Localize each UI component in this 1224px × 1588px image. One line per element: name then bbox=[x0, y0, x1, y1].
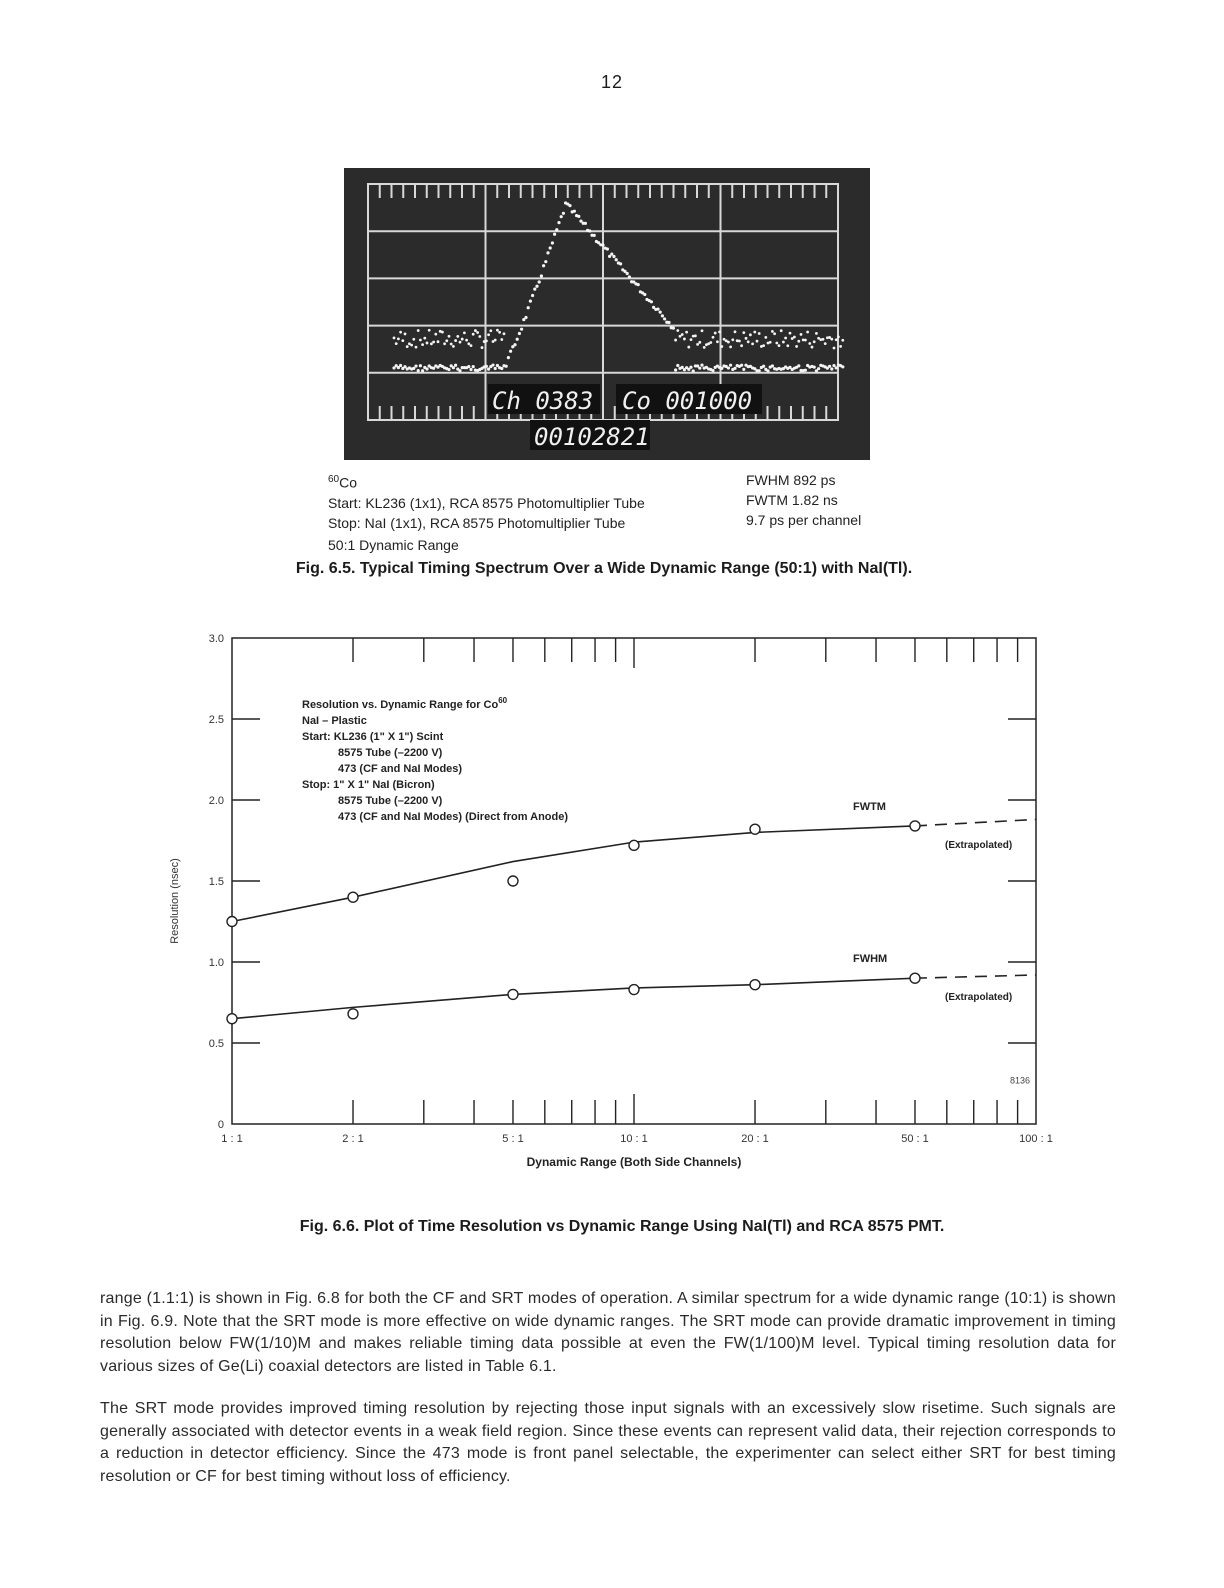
trace-dot bbox=[656, 308, 659, 311]
trace-dot bbox=[762, 365, 765, 368]
trace-dot bbox=[437, 340, 440, 343]
legend-line: 473 (CF and NaI Modes) bbox=[338, 763, 463, 775]
trace-dot bbox=[553, 233, 556, 236]
trace-dot bbox=[615, 258, 618, 261]
trace-dot bbox=[573, 210, 576, 213]
trace-dot bbox=[531, 294, 534, 297]
trace-dot bbox=[830, 367, 833, 370]
paragraph-2: The SRT mode provides improved timing resolution by rejecting those input signals with an excessively slow risetime. Such signals are generally associated with detector events in a weak field region. Since these events can represent valid data, their rejection corresponds to a reduction in detector efficiency. Since the 473 mode is front panel selectable, the experimenter can select either SRT for best timing resolution or CF for best timing without loss of efficiency. bbox=[100, 1400, 1116, 1485]
trace-dot bbox=[830, 338, 833, 341]
series-extrapolated-fwtm bbox=[915, 819, 1036, 825]
trace-dot bbox=[700, 364, 703, 367]
trace-dot bbox=[485, 340, 488, 343]
trace-dot bbox=[720, 345, 723, 348]
trace-dot bbox=[549, 246, 552, 249]
trace-dot bbox=[465, 339, 468, 342]
trace-dot bbox=[672, 327, 675, 330]
figure-code: 8136 bbox=[1009, 1075, 1030, 1086]
trace-dot bbox=[650, 300, 653, 303]
fwtm-value: FWTM 1.82 ns bbox=[746, 492, 838, 508]
trace-dot bbox=[703, 346, 706, 349]
figure-66-caption: Fig. 6.6. Plot of Time Resolution vs Dynamic Range Using NaI(Tl) and RCA 8575 PMT. bbox=[299, 1218, 945, 1235]
trace-dot bbox=[461, 338, 464, 341]
trace-dot bbox=[709, 341, 712, 344]
trace-dot bbox=[800, 333, 803, 336]
trace-dot bbox=[546, 251, 549, 254]
trace-dot bbox=[454, 339, 457, 342]
trace-dot bbox=[771, 364, 774, 367]
trace-dot bbox=[487, 333, 490, 336]
dynamic-range: 50:1 Dynamic Range bbox=[328, 536, 459, 553]
trace-dot bbox=[612, 255, 615, 258]
trace-dot bbox=[841, 365, 844, 368]
y-tick-label: 3.0 bbox=[208, 633, 224, 645]
trace-dot bbox=[472, 333, 475, 336]
x-tick-label: 10 : 1 bbox=[620, 1133, 648, 1145]
display-channel: Ch 0383 bbox=[492, 387, 594, 415]
trace-dot bbox=[742, 331, 745, 334]
trace-dot bbox=[524, 316, 527, 319]
trace-dot bbox=[674, 339, 677, 342]
trace-dot bbox=[718, 331, 721, 334]
oscilloscope-photo bbox=[344, 168, 870, 460]
scope-graticule bbox=[344, 168, 870, 460]
x-tick-label: 5 : 1 bbox=[502, 1133, 524, 1145]
trace-dot bbox=[692, 369, 695, 372]
trace-dot bbox=[494, 367, 497, 370]
trace-dot bbox=[701, 329, 704, 332]
figure-65-results bbox=[746, 470, 861, 530]
trace-dot bbox=[720, 367, 723, 370]
legend-line: Stop: 1" X 1" NaI (Bicron) bbox=[302, 779, 435, 791]
trace-dot bbox=[731, 338, 734, 341]
trace-dot bbox=[533, 288, 536, 291]
data-point-fwtm bbox=[508, 876, 518, 886]
trace-dot bbox=[828, 336, 831, 339]
trace-dot bbox=[663, 317, 666, 320]
trace-dot bbox=[676, 364, 679, 367]
trace-dot bbox=[542, 264, 545, 267]
trace-dot bbox=[577, 215, 580, 218]
trace-dot bbox=[841, 339, 844, 342]
trace-dot bbox=[628, 275, 631, 278]
trace-dot bbox=[804, 339, 807, 342]
trace-dot bbox=[696, 343, 699, 346]
trace-dot bbox=[753, 331, 756, 334]
trace-dot bbox=[740, 364, 743, 367]
trace-dot bbox=[766, 369, 769, 372]
trace-dot bbox=[568, 204, 571, 207]
trace-dot bbox=[740, 344, 743, 347]
data-point-fwtm bbox=[629, 840, 639, 850]
trace-dot bbox=[786, 344, 789, 347]
trace-dot bbox=[804, 369, 807, 372]
y-axis-label: Resolution (nsec) bbox=[169, 858, 181, 944]
trace-dot bbox=[679, 335, 682, 338]
trace-dot bbox=[434, 333, 437, 336]
trace-dot bbox=[789, 332, 792, 335]
trace-dot bbox=[485, 365, 488, 368]
trace-dot bbox=[749, 333, 752, 336]
trace-dot bbox=[562, 212, 565, 215]
trace-dot bbox=[758, 332, 761, 335]
trace-dot bbox=[837, 335, 840, 338]
display-counts: Co 001000 bbox=[622, 387, 753, 415]
trace-dot bbox=[775, 342, 778, 345]
trace-dot bbox=[401, 339, 404, 342]
trace-dot bbox=[478, 335, 481, 338]
trace-dot bbox=[489, 329, 492, 332]
y-tick-label: 2.0 bbox=[208, 795, 224, 807]
trace-dot bbox=[674, 368, 677, 371]
legend-line: 473 (CF and NaI Modes) (Direct from Anode) bbox=[338, 811, 569, 823]
trace-dot bbox=[771, 330, 774, 333]
legend-line: Resolution vs. Dynamic Range for Co$^{60}$ bbox=[302, 696, 508, 711]
trace-dot bbox=[414, 364, 417, 367]
data-point-fwhm bbox=[508, 989, 518, 999]
trace-dot bbox=[423, 337, 426, 340]
y-tick-label: 0 bbox=[217, 1119, 224, 1131]
trace-dot bbox=[470, 344, 473, 347]
trace-dot bbox=[412, 367, 415, 370]
trace-dot bbox=[835, 366, 838, 369]
trace-dot bbox=[459, 341, 462, 344]
trace-dot bbox=[469, 368, 472, 371]
trace-dot bbox=[797, 340, 800, 343]
trace-dot bbox=[795, 345, 798, 348]
trace-dot bbox=[419, 364, 422, 367]
trace-dot bbox=[619, 262, 622, 265]
trace-dot bbox=[822, 338, 825, 341]
isotope-label: $^{60}$Co bbox=[328, 474, 358, 491]
trace-dot bbox=[513, 343, 516, 346]
trace-dot bbox=[458, 369, 461, 372]
trace-dot bbox=[694, 334, 697, 337]
trace-dot bbox=[516, 338, 519, 341]
trace-dot bbox=[637, 283, 640, 286]
trace-dot bbox=[813, 366, 816, 369]
trace-dot bbox=[496, 329, 499, 332]
trace-dot bbox=[606, 247, 609, 250]
trace-dot bbox=[505, 365, 508, 368]
y-tick-label: 2.5 bbox=[208, 714, 224, 726]
trace-dot bbox=[681, 333, 684, 336]
trace-dot bbox=[824, 342, 827, 345]
trace-dot bbox=[443, 342, 446, 345]
trace-dot bbox=[762, 344, 765, 347]
data-point-fwtm bbox=[910, 821, 920, 831]
trace-dot bbox=[538, 280, 541, 283]
page-number: 12 bbox=[600, 72, 624, 92]
trace-dot bbox=[815, 332, 818, 335]
data-point-fwhm bbox=[227, 1014, 237, 1024]
data-point-fwtm bbox=[348, 892, 358, 902]
trace-dot bbox=[661, 314, 664, 317]
ps-per-channel: 9.7 ps per channel bbox=[746, 512, 862, 528]
trace-dot bbox=[780, 329, 783, 332]
x-tick-label: 1 : 1 bbox=[221, 1133, 243, 1145]
trace-dot bbox=[778, 344, 781, 347]
data-point-fwhm bbox=[629, 985, 639, 995]
trace-dot bbox=[417, 369, 420, 372]
trace-dot bbox=[507, 356, 510, 359]
extrapolated-label: (Extrapolated) bbox=[944, 839, 1013, 851]
trace-dot bbox=[811, 346, 814, 349]
trace-dot bbox=[711, 369, 714, 372]
trace-dot bbox=[481, 346, 484, 349]
fwhm-value: FWHM 892 ps bbox=[746, 472, 836, 488]
trace-dot bbox=[404, 333, 407, 336]
trace-dot bbox=[773, 332, 776, 335]
trace-dot bbox=[782, 341, 785, 344]
resolution-plot bbox=[160, 630, 1060, 1190]
legend-line: Start: KL236 (1" X 1") Scint bbox=[302, 731, 444, 743]
trace-dot bbox=[758, 369, 761, 372]
trace-dot bbox=[676, 329, 679, 332]
trace-dot bbox=[729, 346, 732, 349]
trace-dot bbox=[520, 328, 523, 331]
figure-65-caption: Fig. 6.5. Typical Timing Spectrum Over a Wide Dynamic Range (50:1) with NaI(Tl). bbox=[295, 560, 913, 577]
trace-dot bbox=[406, 345, 409, 348]
trace-dot bbox=[426, 342, 429, 345]
x-tick-label: 2 : 1 bbox=[342, 1133, 364, 1145]
trace-dot bbox=[395, 342, 398, 345]
trace-dot bbox=[472, 365, 475, 368]
trace-dot bbox=[626, 272, 629, 275]
trace-dot bbox=[474, 329, 477, 332]
trace-dot bbox=[421, 343, 424, 346]
trace-dot bbox=[540, 274, 543, 277]
trace-dot bbox=[557, 221, 560, 224]
data-point-fwtm bbox=[750, 824, 760, 834]
trace-dot bbox=[410, 344, 413, 347]
trace-dot bbox=[456, 335, 459, 338]
trace-dot bbox=[683, 338, 686, 341]
trace-dot bbox=[681, 366, 684, 369]
series-line-fwhm bbox=[232, 978, 915, 1019]
trace-dot bbox=[476, 331, 479, 334]
figure-65-conditions bbox=[328, 470, 645, 555]
trace-dot bbox=[764, 336, 767, 339]
trace-dot bbox=[817, 367, 820, 370]
trace-dot bbox=[643, 293, 646, 296]
data-point-fwhm bbox=[348, 1009, 358, 1019]
x-tick-label: 50 : 1 bbox=[901, 1133, 929, 1145]
extrapolated-label: (Extrapolated) bbox=[944, 992, 1013, 1004]
trace-dot bbox=[714, 332, 717, 335]
trace-dot bbox=[412, 338, 415, 341]
trace-dot bbox=[467, 342, 470, 345]
trace-dot bbox=[487, 368, 490, 371]
trace-dot bbox=[742, 368, 745, 371]
x-tick-label: 100 : 1 bbox=[1019, 1133, 1053, 1145]
trace-dot bbox=[432, 341, 435, 344]
trace-dot bbox=[452, 366, 455, 369]
series-line-fwtm bbox=[232, 826, 915, 922]
trace-dot bbox=[544, 260, 547, 263]
trace-dot bbox=[690, 338, 693, 341]
trace-dot bbox=[425, 367, 428, 370]
trace-dot bbox=[769, 341, 772, 344]
trace-dot bbox=[450, 343, 453, 346]
trace-dot bbox=[734, 330, 737, 333]
resolution-chart bbox=[160, 630, 1060, 1190]
start-detector: Start: KL236 (1x1), RCA 8575 Photomultiplier Tube bbox=[328, 494, 645, 511]
trace-dot bbox=[727, 366, 730, 369]
trace-dot bbox=[813, 340, 816, 343]
trace-dot bbox=[716, 340, 719, 343]
trace-dot bbox=[503, 332, 506, 335]
trace-dot bbox=[729, 364, 732, 367]
trace-dot bbox=[689, 366, 692, 369]
trace-dot bbox=[808, 342, 811, 345]
trace-dot bbox=[417, 329, 420, 332]
display-total: 00102821 bbox=[534, 423, 650, 451]
trace-dot bbox=[463, 332, 466, 335]
trace-dot bbox=[698, 367, 701, 370]
trace-dot bbox=[751, 342, 754, 345]
trace-dot bbox=[527, 306, 530, 309]
trace-dot bbox=[727, 341, 730, 344]
trace-dot bbox=[494, 339, 497, 342]
y-tick-label: 0.5 bbox=[208, 1038, 224, 1050]
trace-dot bbox=[784, 337, 787, 340]
series-extrapolated-fwhm bbox=[915, 975, 1036, 978]
trace-dot bbox=[833, 347, 836, 350]
y-tick-label: 1.0 bbox=[208, 957, 224, 969]
data-point-fwtm bbox=[227, 917, 237, 927]
trace-dot bbox=[441, 331, 444, 334]
trace-dot bbox=[399, 331, 402, 334]
trace-dot bbox=[432, 367, 435, 370]
trace-dot bbox=[828, 365, 831, 368]
trace-dot bbox=[430, 342, 433, 345]
trace-dot bbox=[712, 336, 715, 339]
trace-dot bbox=[448, 335, 451, 338]
paragraph-1: range (1.1:1) is shown in Fig. 6.8 for both the CF and SRT modes of operation. A similar spectrum for a wide dynamic range (10:1) is shown in Fig. 6.9. Note that the SRT mode is more effective on wide dynamic ranges. The SRT mode can provide dramatic improvement in timing resolution below FW(1/10)M and makes reliable timing data possible at even the FW(1/100)M level. Typical timing resolution data for various sizes of Ge(Li) coaxial detectors are listed in Table 6.1. bbox=[100, 1290, 1116, 1375]
trace-dot bbox=[835, 338, 838, 341]
trace-dot bbox=[687, 346, 690, 349]
x-axis-label: Dynamic Range (Both Side Channels) bbox=[526, 1155, 742, 1169]
data-point-fwhm bbox=[750, 980, 760, 990]
legend-superscript: 60 bbox=[498, 696, 508, 705]
trace-dot bbox=[518, 332, 521, 335]
trace-dot bbox=[397, 337, 400, 340]
trace-dot bbox=[500, 338, 503, 341]
trace-dot bbox=[588, 229, 591, 232]
trace-dot bbox=[415, 346, 418, 349]
trace-dot bbox=[793, 336, 796, 339]
trace-dot bbox=[509, 350, 512, 353]
series-label-fwhm: FWHM bbox=[852, 953, 888, 966]
trace-dot bbox=[560, 215, 563, 218]
trace-dot bbox=[452, 345, 455, 348]
trace-dot bbox=[551, 241, 554, 244]
trace-dot bbox=[500, 367, 503, 370]
trace-dot bbox=[498, 331, 501, 334]
trace-dot bbox=[467, 365, 470, 368]
trace-dot bbox=[738, 340, 741, 343]
data-point-fwhm bbox=[910, 973, 920, 983]
trace-dot bbox=[610, 252, 613, 255]
trace-dot bbox=[535, 285, 538, 288]
trace-dot bbox=[601, 243, 604, 246]
trace-dot bbox=[428, 329, 431, 332]
series-label-fwtm: FWTM bbox=[852, 800, 886, 813]
trace-dot bbox=[685, 331, 688, 334]
trace-dot bbox=[447, 368, 450, 371]
trace-dot bbox=[698, 341, 701, 344]
legend-line: 8575 Tube (–2200 V) bbox=[338, 747, 443, 759]
trace-dot bbox=[393, 337, 396, 340]
trace-dot bbox=[399, 364, 402, 367]
trace-dot bbox=[797, 364, 800, 367]
trace-dot bbox=[659, 311, 662, 314]
trace-dot bbox=[445, 339, 448, 342]
trace-dot bbox=[806, 331, 809, 334]
stop-detector: Stop: NaI (1x1), RCA 8575 Photomultiplier Tube bbox=[328, 514, 626, 531]
trace-dot bbox=[529, 300, 532, 303]
x-tick-label: 20 : 1 bbox=[741, 1133, 769, 1145]
y-tick-label: 1.5 bbox=[208, 876, 224, 888]
trace-dot bbox=[454, 364, 457, 367]
trace-dot bbox=[667, 321, 670, 324]
trace-dot bbox=[839, 345, 842, 348]
trace-dot bbox=[419, 339, 422, 342]
trace-dot bbox=[747, 340, 750, 343]
trace-dot bbox=[593, 234, 596, 237]
legend-line: 8575 Tube (–2200 V) bbox=[338, 795, 443, 807]
trace-dot bbox=[421, 369, 424, 372]
trace-dot bbox=[491, 363, 494, 366]
trace-dot bbox=[832, 364, 835, 367]
legend-line: NaI – Plastic bbox=[302, 715, 367, 727]
trace-dot bbox=[745, 337, 748, 340]
trace-dot bbox=[555, 228, 558, 231]
trace-dot bbox=[584, 222, 587, 225]
trace-dot bbox=[733, 367, 736, 370]
trace-dot bbox=[756, 340, 759, 343]
